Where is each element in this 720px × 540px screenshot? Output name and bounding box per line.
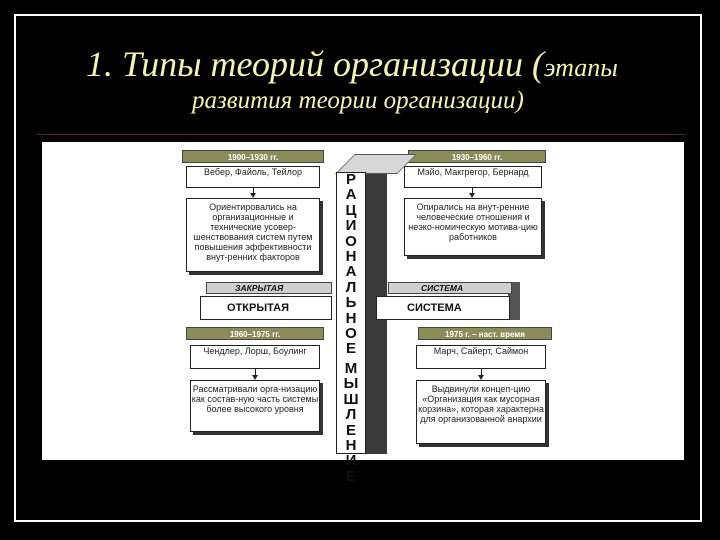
- pillar-letter: Н: [345, 309, 357, 327]
- desc-box-top-left: Ориентировались на организационные и технические усовер-шенствования систем путем повышения эффективности внут-ренних факторов: [186, 198, 320, 272]
- pillar-letter: Ь: [345, 294, 357, 312]
- pillar-letter: Н: [345, 436, 357, 454]
- pillar-letter: И: [345, 217, 357, 235]
- pillar-letter: Л: [345, 406, 357, 424]
- slab-left-top: ЗАКРЫТАЯ: [206, 282, 332, 294]
- period-header-top-left: 1900–1930 гг.: [182, 150, 324, 163]
- arrow-icon: [481, 369, 482, 376]
- pillar-letter: Н: [345, 248, 357, 266]
- arrow-icon: [255, 369, 256, 376]
- names-box-bottom-right: Марч, Сайерт, Саймон: [416, 345, 546, 369]
- period-header-bottom-right: 1975 г. – наст. время: [418, 327, 552, 340]
- title-divider: [36, 134, 686, 135]
- pillar-letter: Р: [345, 171, 356, 188]
- period-header-bottom-left: 1960–1975 гг.: [186, 327, 324, 340]
- slab-right-front: СИСТЕМА: [376, 296, 510, 320]
- title-main-small: этапы: [543, 53, 618, 82]
- pillar-letter: О: [345, 232, 357, 250]
- names-box-bottom-left: Чендлер, Лорш, Боулинг: [190, 345, 320, 369]
- title-main: 1. Типы теорий организации (: [86, 44, 544, 84]
- slab-right-top: СИСТЕМА: [388, 282, 512, 294]
- pillar-letter: Е: [345, 467, 356, 485]
- pillar-letter: Е: [345, 421, 356, 439]
- pillar-letter: Ы: [343, 375, 359, 393]
- slide-title: [86, 44, 686, 88]
- pillar-letter: О: [345, 325, 357, 343]
- desc-box-top-right: Опирались на внут-ренние человеческие отношения и неэко-номическую мотива-цию работников: [404, 198, 542, 256]
- pillar-letter: А: [345, 186, 357, 204]
- pillar-letter: Ц: [345, 201, 357, 219]
- pillar-letter: А: [345, 263, 357, 281]
- names-box-top-left: Вебер, Файоль, Тейлор: [186, 166, 320, 188]
- desc-box-bottom-left: Рассматривали орга-низацию как состав-ную часть системы более высокого уровня: [190, 380, 320, 432]
- pillar-letter: Л: [345, 278, 357, 296]
- pillar-letter: М: [344, 359, 358, 377]
- pillar-letter: Ш: [343, 390, 359, 408]
- names-box-top-right: Мэйо, Макгрегор, Бернард: [404, 166, 542, 188]
- slide-subtitle: развития теории организации): [192, 87, 524, 114]
- desc-box-bottom-right: Выдвинули концеп-цию «Организация как мусорная корзина», которая характерна для организованной анархии: [416, 380, 546, 444]
- pillar-letter: Е: [345, 340, 356, 358]
- period-header-top-right: 1930–1960 гг.: [408, 150, 546, 163]
- arrow-icon: [472, 188, 473, 194]
- pillar-text: [337, 172, 365, 484]
- slab-left-front: ОТКРЫТАЯ: [200, 296, 332, 320]
- pillar-letter: И: [345, 452, 357, 470]
- arrow-icon: [253, 188, 254, 194]
